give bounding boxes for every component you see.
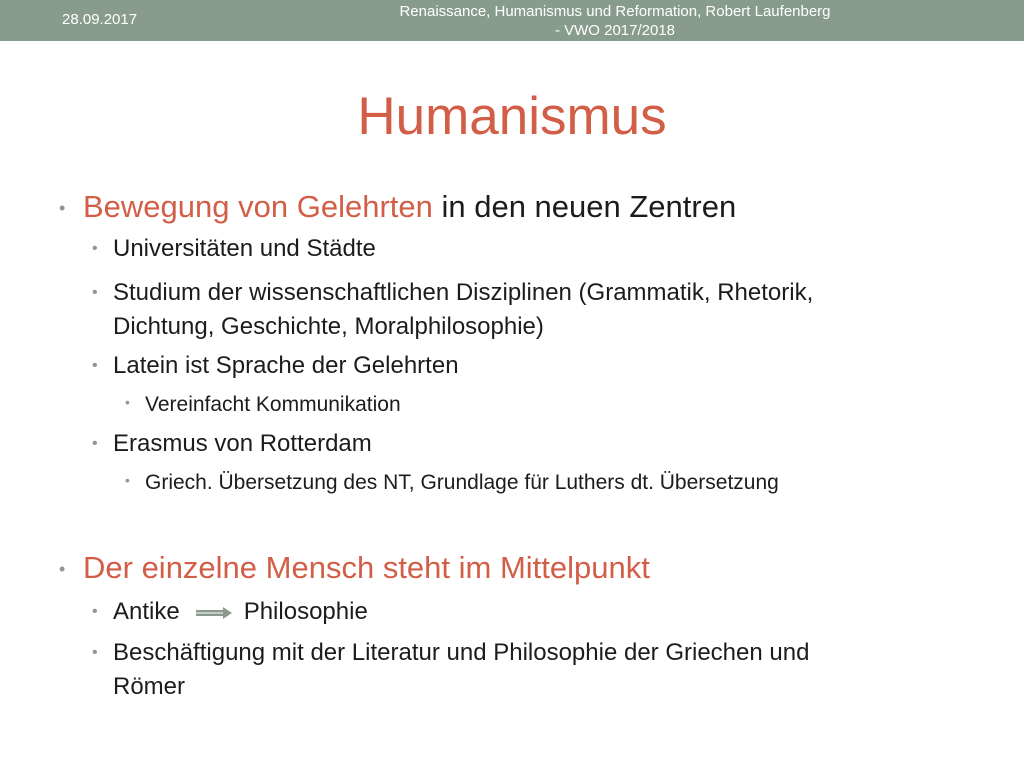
bullet-marker: • (59, 198, 66, 218)
bullet-text: Erasmus von Rotterdam (113, 430, 372, 457)
bullet-accent-text: Bewegung von Gelehrten (83, 189, 433, 224)
right-arrow-icon (196, 606, 232, 620)
bullet-text-line-2: Dichtung, Geschichte, Moralphilosophie) (113, 313, 544, 340)
bullet-marker: • (92, 435, 98, 452)
sub-sub-bullet-translation (125, 471, 779, 495)
sub-bullet-antiquity (92, 595, 368, 629)
bullet-accent-text: Der einzelne Mensch steht im Mittelpunkt (83, 550, 650, 585)
sub-bullet-universities (92, 232, 376, 266)
bullet-text-line-1: Beschäftigung mit der Literatur und Philosophie der Griechen und (113, 639, 810, 666)
slide-date: 28.09.2017 (62, 11, 138, 28)
slide-footer-title: Renaissance, Humanismus und Reformation, Robert Laufenberg - VWO 2017/2018 (399, 3, 831, 39)
bullet-text: Universitäten und Städte (113, 235, 376, 262)
bullet-text-line-2: Römer (113, 673, 186, 700)
bullet-marker: • (59, 559, 66, 579)
sub-bullet-latin (92, 349, 459, 383)
bullet-marker: • (92, 240, 98, 257)
bullet-text-line-1: Studium der wissenschaftlichen Disziplinen (Grammatik, Rhetorik, (113, 279, 814, 306)
bullet-text: Latein ist Sprache der Gelehrten (113, 352, 459, 379)
bullet-text-left: Antike (113, 598, 180, 625)
bullet-text-right: Philosophie (243, 598, 368, 625)
bullet-movement-of-scholars (59, 189, 737, 225)
bullet-text: in den neuen Zentren (432, 189, 737, 224)
sub-bullet-literature (92, 636, 810, 704)
sub-sub-bullet-communication (125, 393, 401, 417)
bullet-text: Griech. Übersetzung des NT, Grundlage für Luthers dt. Übersetzung (145, 471, 779, 494)
slide-title: Humanismus (357, 87, 667, 146)
bullet-marker: • (125, 472, 130, 488)
bullet-text: Vereinfacht Kommunikation (145, 393, 401, 416)
bullet-individual-human (59, 550, 650, 586)
sub-bullet-erasmus (92, 427, 372, 461)
bullet-marker: • (92, 603, 98, 620)
bullet-marker: • (92, 357, 98, 374)
bullet-marker: • (125, 394, 130, 410)
sub-bullet-disciplines (92, 276, 814, 344)
bullet-marker: • (92, 644, 98, 661)
bullet-marker: • (92, 284, 98, 301)
